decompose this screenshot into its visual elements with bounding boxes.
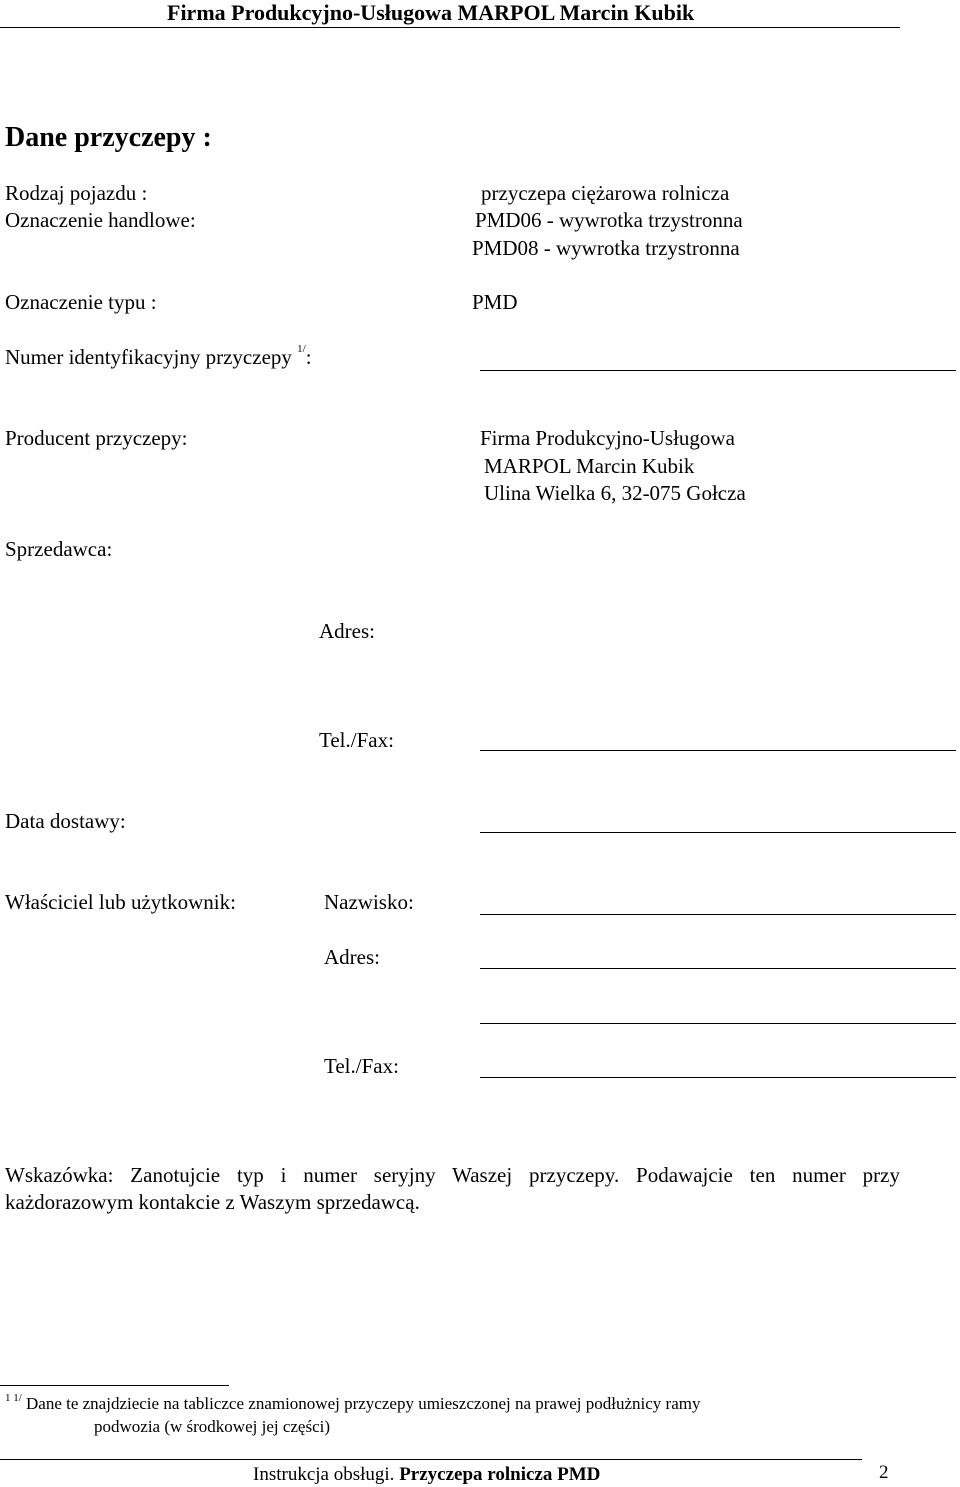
- producer-line: MARPOL Marcin Kubik: [484, 454, 695, 478]
- footnote-rule: [0, 1385, 229, 1386]
- owner-phone-blank-line: [480, 1077, 956, 1078]
- owner-address-label: Adres:: [324, 945, 380, 969]
- trade-name-label: Oznaczenie handlowe:: [5, 208, 196, 232]
- vin-blank-line: [480, 370, 956, 371]
- producer-label: Producent przyczepy:: [5, 426, 188, 450]
- hint-line: każdorazowym kontakcie z Waszym sprzedawcą.: [5, 1190, 420, 1214]
- footnote-ref: 1/: [297, 343, 306, 355]
- vin-label: [5, 345, 312, 370]
- producer-line: Firma Produkcyjno-Usługowa: [480, 426, 735, 450]
- delivery-date-label: Data dostawy:: [5, 809, 126, 833]
- footnote-text: podwozia (w środkowej jej części): [94, 1417, 331, 1436]
- header-rule: [0, 27, 900, 28]
- footer-manual: [253, 1464, 600, 1486]
- page-number: 2: [879, 1462, 889, 1483]
- owner-name-blank-line: [480, 914, 956, 915]
- type-value: PMD: [472, 290, 518, 314]
- vin-colon: :: [305, 345, 312, 369]
- footnote-marker: 1 1/: [5, 1392, 22, 1404]
- owner-name-label: Nazwisko:: [324, 890, 414, 914]
- footer-rule: [0, 1459, 862, 1460]
- header-title: Firma Produkcyjno-Usługowa MARPOL Marcin Kubik: [167, 0, 695, 25]
- trade-name-value: PMD08 - wywrotka trzystronna: [472, 236, 740, 260]
- owner-label: Właściciel lub użytkownik:: [5, 890, 236, 914]
- type-label: Oznaczenie typu :: [5, 290, 157, 314]
- footer-manual-label: Instrukcja obsługi.: [253, 1464, 395, 1485]
- seller-phone-blank-line: [480, 750, 956, 751]
- footnote-text: Dane te znajdziecie na tabliczce znamionowej przyczepy umieszczonej na prawej podłużnicy ramy: [26, 1394, 701, 1413]
- delivery-date-blank-line: [480, 832, 956, 833]
- hint-line: Wskazówka: Zanotujcie typ i numer seryjny Waszej przyczepy. Podawajcie ten numer przy: [5, 1163, 900, 1187]
- vehicle-type-label: Rodzaj pojazdu :: [5, 181, 148, 205]
- trade-name-value: PMD06 - wywrotka trzystronna: [475, 208, 743, 232]
- section-title: Dane przyczepy :: [5, 122, 212, 153]
- producer-line: Ulina Wielka 6, 32-075 Gołcza: [484, 481, 746, 505]
- seller-label: Sprzedawca:: [5, 537, 113, 561]
- vin-label-text: Numer identyfikacyjny przyczepy: [5, 345, 292, 369]
- seller-address-label: Adres:: [319, 619, 375, 643]
- owner-address-blank-line: [480, 968, 956, 969]
- owner-address-blank-line-2: [480, 1023, 956, 1024]
- vehicle-type-value: przyczepa ciężarowa rolnicza: [481, 181, 730, 205]
- owner-phone-label: Tel./Fax:: [324, 1054, 399, 1078]
- seller-phone-label: Tel./Fax:: [319, 728, 394, 752]
- footer-manual-title: Przyczepa rolnicza PMD: [399, 1464, 601, 1485]
